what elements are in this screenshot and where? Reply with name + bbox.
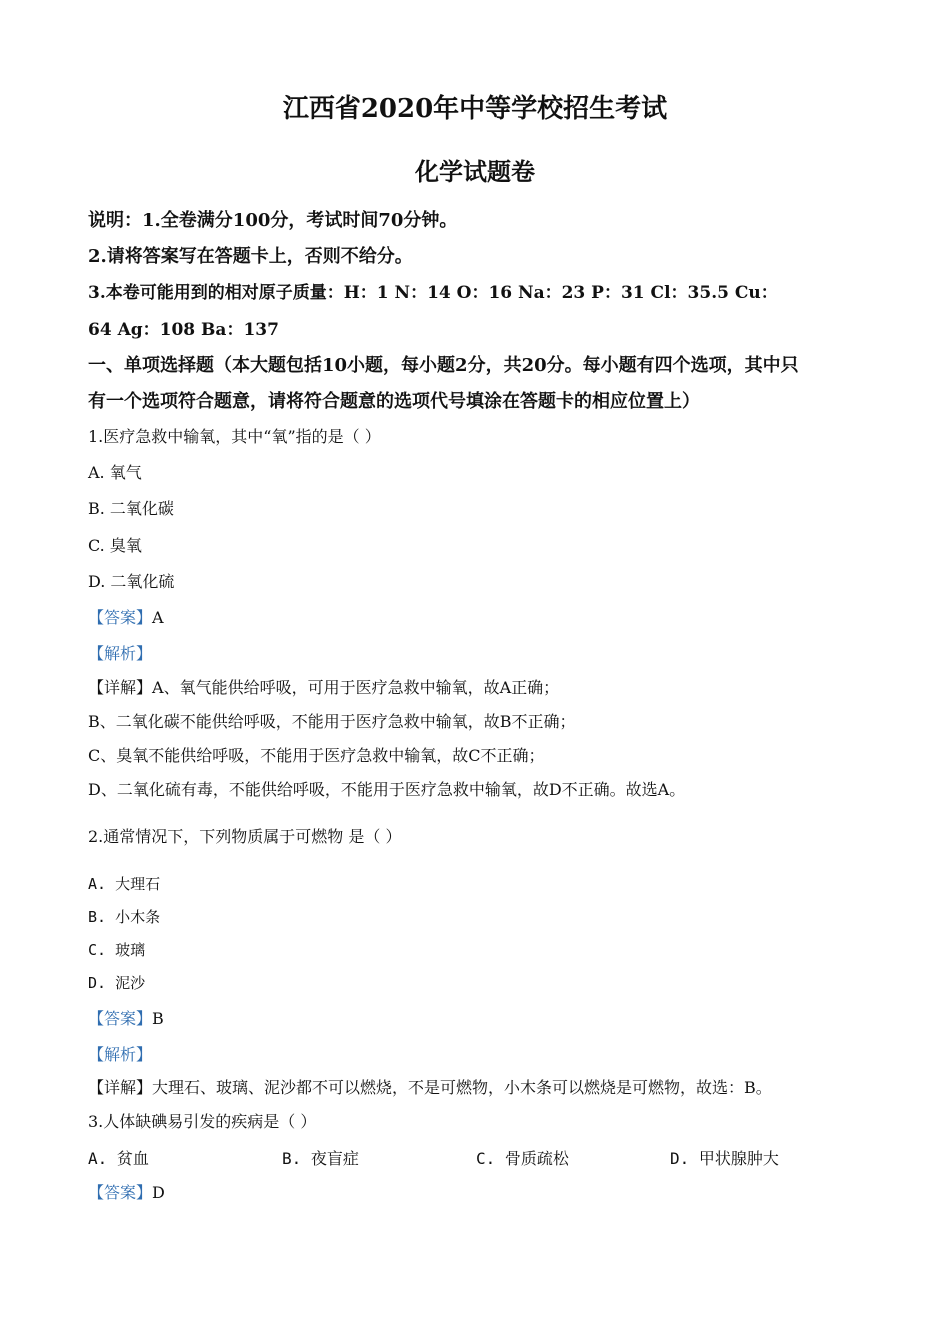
instruction-line-2: 2.请将答案写在答题卡上，否则不给分。 [88,246,413,267]
q2-detail-text: 大理石、玻璃、泥沙都不可以燃烧，不是可燃物，小木条可以燃烧是可燃物，故选：B。 [152,1078,772,1097]
q3-stem: 3.人体缺碘易引发的疾病是（ ） [88,1112,317,1131]
q2-option-c: C. 玻璃 [88,941,146,959]
q2-detail [88,1075,772,1098]
q2-analysis-tag: 【解析】 [88,1045,153,1064]
detail-tag: 【详解】 [88,678,153,697]
q1-option-b: B. 二氧化碳 [88,499,174,518]
q3-answer-value: D [152,1183,165,1202]
q1-detail-text-1: A、氧气能供给呼吸，可用于医疗急救中输氧，故A正确； [152,678,560,697]
q3-option-c: C. 骨质疏松 [476,1149,569,1168]
q1-answer-value: A [152,608,164,627]
q2-stem: 2.通常情况下，下列物质属于可燃物 是（ ） [88,827,402,846]
q3-answer [88,1180,165,1203]
q3-option-b: B. 夜盲症 [282,1149,359,1168]
q2-answer [88,1006,164,1029]
q1-option-a: A. 氧气 [88,463,142,482]
instruction-line-4: 64 Ag：108 Ba：137 [88,320,279,340]
page-subtitle: 化学试题卷 [415,157,535,186]
q1-answer [88,605,164,628]
instruction-line-1: 说明：1.全卷满分100分，考试时间70分钟。 [88,210,458,231]
answer-tag: 【答案】 [88,608,153,627]
instruction-line-3: 3.本卷可能用到的相对原子质量：H：1 N：14 O：16 Na：23 P：31 Cl：35.5 Cu： [88,283,778,303]
q2-option-b: B. 小木条 [88,908,161,926]
q1-stem: 1.医疗急救中输氧，其中“氧”指的是（ ） [88,427,381,446]
q3-option-d: D. 甲状腺肿大 [670,1149,779,1168]
q1-detail-1 [88,675,559,698]
q2-option-a: A. 大理石 [88,875,161,893]
q1-analysis-tag: 【解析】 [88,644,153,663]
section-heading-line-2: 有一个选项符合题意，请将符合题意的选项代号填涂在答题卡的相应位置上） [88,391,700,412]
q1-detail-3: C、臭氧不能供给呼吸，不能用于医疗急救中输氧，故C不正确； [88,746,545,765]
detail-tag: 【详解】 [88,1078,153,1097]
q1-detail-4: D、二氧化硫有毒，不能供给呼吸，不能用于医疗急救中输氧，故D不正确。故选A。 [88,780,686,799]
q1-detail-2: B、二氧化碳不能供给呼吸，不能用于医疗急救中输氧，故B不正确； [88,712,576,731]
answer-tag: 【答案】 [88,1009,153,1028]
answer-tag: 【答案】 [88,1183,153,1202]
page-title: 江西省2020年中等学校招生考试 [282,94,668,124]
section-heading-line-1: 一、单项选择题（本大题包括10小题，每小题2分，共20分。每小题有四个选项，其中只 [88,355,799,376]
q1-option-d: D. 二氧化硫 [88,572,175,591]
q2-option-d: D. 泥沙 [88,974,146,992]
q1-option-c: C. 臭氧 [88,536,142,555]
q2-answer-value: B [152,1009,164,1028]
q3-option-a: A. 贫血 [88,1149,149,1168]
